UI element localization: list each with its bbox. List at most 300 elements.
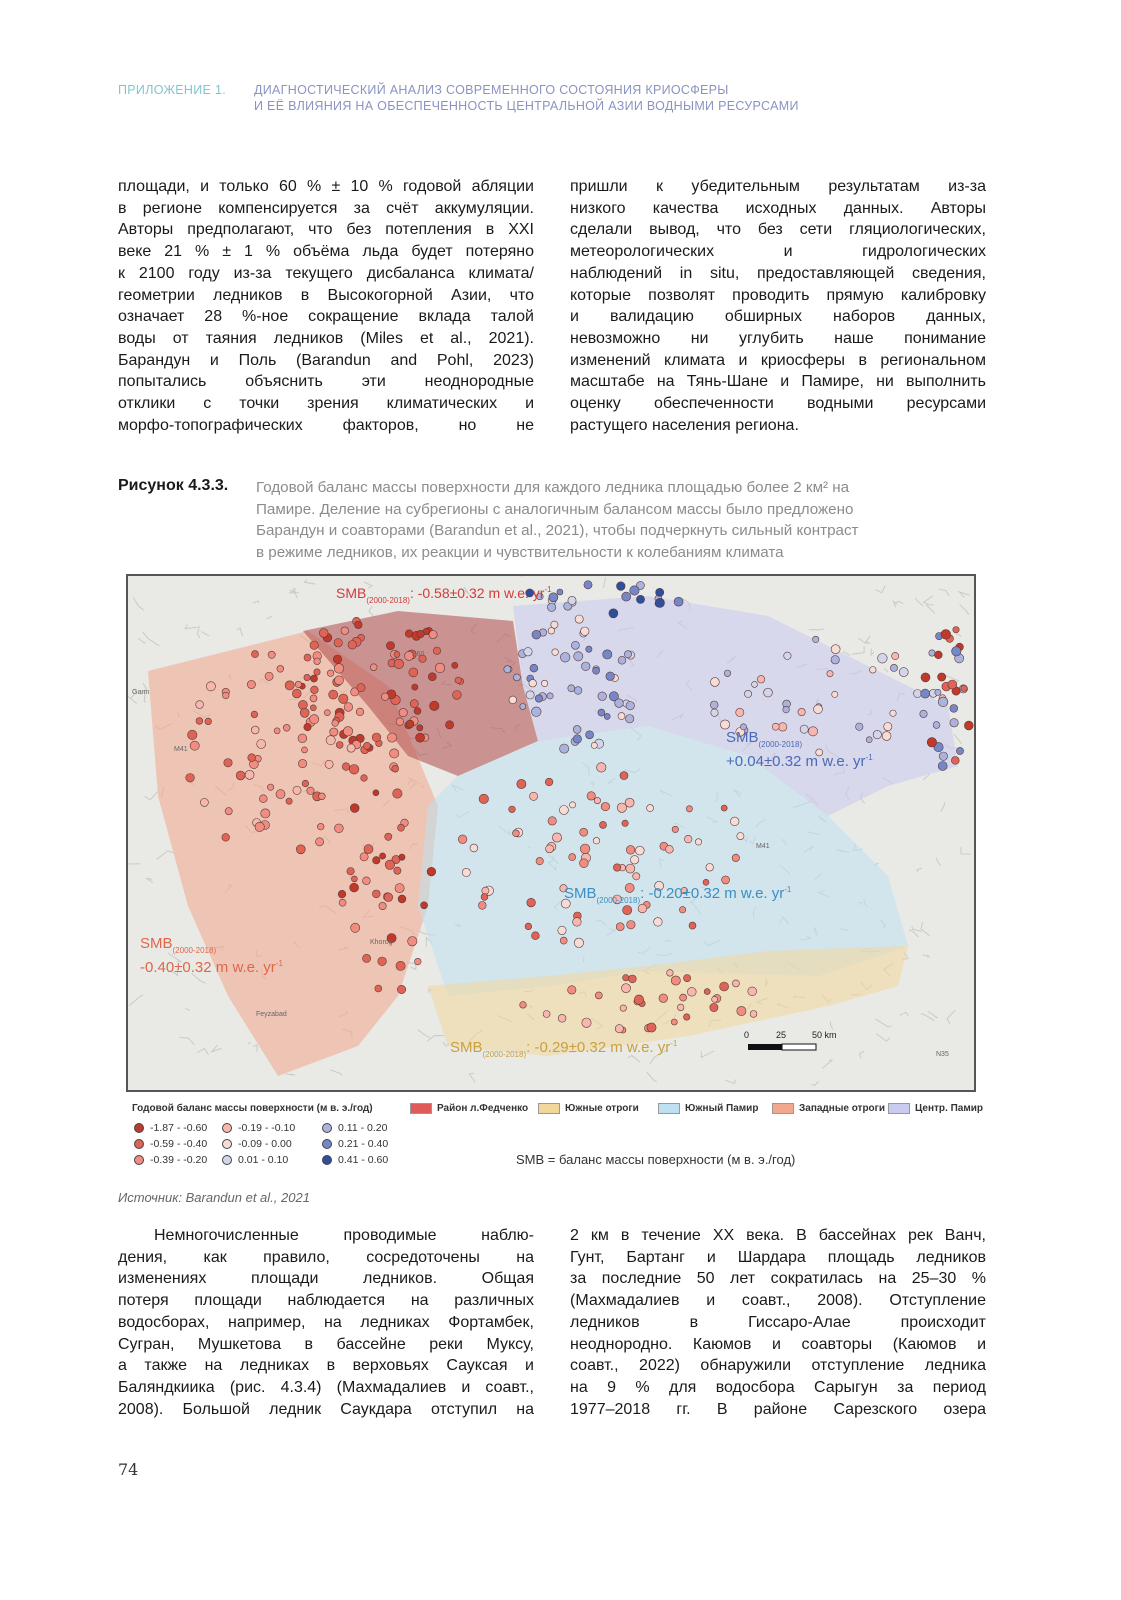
glacier-dot: [223, 692, 230, 699]
glacier-dot: [695, 839, 701, 845]
glacier-dot: [363, 877, 371, 885]
glacier-dot: [462, 868, 470, 876]
glacier-dot: [532, 932, 540, 940]
legend-class-label: 0.11 - 0.20: [338, 1122, 388, 1134]
glacier-dot: [350, 883, 359, 892]
glacier-dot: [706, 864, 714, 872]
glacier-dot: [429, 631, 437, 639]
glacier-dot: [574, 687, 582, 695]
glacier-dot: [920, 710, 927, 717]
text-line: масштабе на Тянь-Шане и Памире, ни выполнить: [570, 373, 986, 391]
glacier-dot: [552, 833, 561, 842]
glacier-dot: [630, 856, 638, 864]
glacier-dot: [559, 806, 568, 815]
legend-swatch-icon: [410, 1103, 432, 1114]
glacier-dot: [311, 686, 319, 694]
glacier-dot: [638, 904, 647, 913]
smb-label-fedchenko: $SMB_{(2000-2018)}$: -0.58±0.32 m w.e. $yr^{-1}$: [336, 585, 552, 605]
glacier-dot: [319, 793, 326, 800]
glacier-dot: [831, 645, 840, 654]
glacier-dot: [529, 679, 537, 687]
glacier-dot: [298, 700, 307, 709]
glacier-dot: [627, 921, 635, 929]
glacier-dot: [372, 890, 380, 898]
glacier-dot: [373, 857, 380, 864]
glacier-dot: [730, 817, 739, 826]
glacier-dot: [832, 691, 838, 697]
glacier-dot: [933, 722, 940, 729]
glacier-dot: [224, 759, 232, 767]
glacier-dot: [677, 1004, 684, 1011]
glacier-dot: [581, 627, 589, 635]
glacier-dot: [573, 735, 581, 743]
text-line: к 2100 году из-за текущего дисбаланса климата/: [118, 264, 534, 282]
glacier-dot: [343, 727, 352, 736]
glacier-dot: [571, 641, 579, 649]
glacier-dot: [625, 883, 634, 892]
glacier-dot: [636, 595, 644, 603]
glacier-dot: [380, 853, 386, 859]
text-column-bottom-right: [570, 1225, 986, 1420]
glacier-dot: [950, 705, 958, 713]
glacier-dot: [409, 668, 418, 677]
text-line: метеорологических и гидрологических: [570, 243, 986, 261]
legend-class-item: [222, 1122, 295, 1134]
glacier-dot: [951, 757, 959, 765]
glacier-dot: [704, 989, 710, 995]
glacier-dot: [956, 747, 963, 754]
glacier-dot: [961, 685, 967, 691]
glacier-dot: [618, 656, 626, 664]
legend-region-item: [772, 1103, 885, 1114]
glacier-dot: [351, 923, 360, 932]
glacier-dot: [856, 723, 863, 730]
glacier-dot: [921, 689, 930, 698]
glacier-dot: [188, 730, 197, 739]
glacier-dot: [736, 708, 744, 716]
glacier-dot: [570, 802, 576, 808]
legend-swatch-icon: [888, 1103, 910, 1114]
glacier-dot: [433, 647, 440, 654]
glacier-dot: [656, 588, 664, 596]
glacier-mass-balance-map: [126, 574, 976, 1092]
glacier-dot: [551, 621, 558, 628]
glacier-dot: [530, 664, 538, 672]
glacier-dot: [558, 926, 566, 934]
glacier-dot: [724, 670, 731, 677]
smb-label-south-pamir: $SMB_{(2000-2018)}$: -0.20±0.32 m w.e. $yr^{-1}$: [564, 885, 792, 905]
glacier-dot: [527, 898, 536, 907]
glacier-dot: [654, 918, 663, 927]
glacier-dot: [573, 726, 581, 734]
glacier-dot: [350, 804, 359, 813]
glacier-dot: [396, 718, 404, 726]
legend-class-item: [134, 1122, 207, 1134]
text-line: дения, как правило, сосредоточены на: [118, 1248, 534, 1266]
glacier-dot: [604, 713, 610, 719]
glacier-dot: [757, 676, 764, 683]
appendix-label: ПРИЛОЖЕНИЕ 1.: [118, 83, 226, 97]
glacier-dot: [351, 876, 357, 882]
glacier-dot: [710, 1003, 718, 1011]
glacier-dot: [953, 627, 959, 633]
glacier-dot: [558, 1014, 566, 1022]
glacier-dot: [525, 923, 532, 930]
glacier-dot: [335, 824, 344, 833]
glacier-dot: [414, 708, 421, 715]
glacier-dot: [344, 703, 353, 712]
legend-class-item: [222, 1138, 292, 1150]
glacier-dot: [446, 721, 454, 729]
text-line: 1977–2018 гг. В районе Сарезского озера: [570, 1400, 986, 1418]
caption-line: Годовой баланс массы поверхности для каждого ледника площадью более 2 км² на: [256, 479, 850, 496]
glacier-dot: [509, 696, 517, 704]
legend-class-label: -1.87 - -0.60: [150, 1122, 208, 1134]
glacier-dot: [613, 864, 620, 871]
glacier-dot: [222, 834, 230, 842]
glacier-dot: [560, 744, 569, 753]
glacier-dot: [620, 1005, 626, 1011]
glacier-dot: [298, 759, 306, 767]
glacier-dot: [277, 665, 284, 672]
glacier-dot: [752, 681, 758, 687]
text-column-top-right: [570, 176, 986, 436]
glacier-dot: [267, 784, 273, 790]
glacier-dot: [276, 790, 285, 799]
glacier-dot: [225, 808, 232, 815]
legend-class-label: 0.41 - 0.60: [338, 1154, 389, 1166]
legend-dot-icon: [322, 1139, 332, 1149]
glacier-dot: [509, 806, 516, 813]
glacier-dot: [286, 798, 292, 804]
glacier-dot: [732, 854, 739, 861]
scale-label-25: 25: [776, 1030, 787, 1040]
glacier-dot: [520, 1002, 527, 1009]
glacier-dot: [813, 636, 819, 642]
glacier-dot: [647, 1023, 656, 1032]
glacier-dot: [261, 809, 270, 818]
glacier-dot: [600, 821, 607, 828]
glacier-dot: [606, 672, 615, 681]
glacier-dot: [530, 792, 538, 800]
glacier-dot: [580, 828, 588, 836]
glacier-dot: [914, 690, 922, 698]
glacier-dot: [594, 797, 600, 803]
glacier-dot: [584, 581, 592, 589]
glacier-dot: [274, 728, 280, 734]
glacier-dot: [890, 710, 896, 716]
glacier-dot: [899, 668, 908, 677]
glacier-dot: [655, 598, 664, 607]
legend-region-label: Центр. Памир: [915, 1103, 983, 1115]
glacier-dot: [560, 937, 567, 944]
glacier-dot: [626, 864, 635, 873]
text-line: в регионе компенсируется за счёт аккумуляции.: [118, 199, 534, 217]
glacier-dot: [598, 692, 607, 701]
glacier-dot: [348, 641, 357, 650]
glacier-dot: [394, 867, 401, 874]
figure-label: Рисунок 4.3.3.: [118, 477, 229, 494]
glacier-dot: [547, 603, 555, 611]
glacier-dot: [595, 992, 602, 999]
glacier-dot: [245, 770, 254, 779]
text-line: площади, и только 60 % ± 10 % годовой абляции: [118, 178, 534, 195]
text-line: 2008). Большой ледник Саукдара отступил на: [118, 1400, 534, 1418]
glacier-dot: [722, 876, 730, 884]
smb-definition: SMB = баланс массы поверхности (м в. э./год): [516, 1152, 796, 1167]
glacier-dot: [549, 593, 558, 602]
legend-class-item: [322, 1122, 387, 1134]
glacier-dot: [622, 984, 631, 993]
text-line: воды от таяния ледников (Miles et al., 2021).: [118, 329, 534, 347]
glacier-dot: [679, 907, 685, 913]
glacier-dot: [406, 720, 414, 728]
glacier-dot: [356, 708, 364, 716]
place-label-khorog: Khorog: [370, 939, 393, 946]
appendix-title-line-1: ДИАГНОСТИЧЕСКИЙ АНАЛИЗ СОВРЕМЕННОГО СОСТОЯНИЯ КРИОСФЕРЫ: [254, 83, 729, 97]
legend-region-label: Южный Памир: [685, 1103, 759, 1115]
text-line: Авторы предполагают, что без потепления в XXI: [118, 221, 534, 239]
glacier-dot: [196, 718, 203, 725]
map-canvas: [128, 576, 974, 1090]
glacier-dot: [721, 805, 727, 811]
glacier-dot: [304, 723, 311, 730]
glacier-dot: [410, 700, 418, 708]
text-line: попытались объяснить эти неоднородные: [118, 373, 534, 391]
glacier-dot: [617, 803, 626, 812]
legend-swatch-icon: [772, 1103, 794, 1114]
glacier-dot: [543, 1011, 550, 1018]
figure-source: Источник: Barandun et al., 2021: [118, 1190, 310, 1205]
legend-dot-icon: [322, 1155, 332, 1165]
glacier-dot: [326, 736, 335, 745]
glacier-dot: [616, 923, 624, 931]
glacier-dot: [535, 695, 542, 702]
text-column-top-left: [118, 176, 534, 436]
glacier-dot: [355, 621, 363, 629]
text-line: геометрии ледников в Высокогорной Азии, что: [118, 286, 534, 304]
glacier-dot: [295, 681, 301, 687]
glacier-dot: [635, 846, 644, 855]
glacier-dot: [929, 650, 935, 656]
caption-line: Барандун и соавторами (Barandun et al., 2021), чтобы подчеркнуть сильный контраст: [256, 522, 859, 539]
glacier-dot: [672, 826, 678, 832]
glacier-dot: [381, 693, 388, 700]
glacier-dot: [517, 779, 526, 788]
glacier-dot: [285, 681, 294, 690]
glacier-dot: [453, 691, 462, 700]
glacier-dot: [396, 961, 405, 970]
road-label-n35: N35: [936, 1051, 949, 1058]
glacier-dot: [560, 653, 570, 663]
glacier-dot: [304, 654, 311, 661]
glacier-dot: [259, 795, 267, 803]
glacier-dot: [593, 837, 600, 844]
glacier-dot: [394, 651, 400, 657]
glacier-dot: [504, 666, 511, 673]
smb-value-central-pamir: +0.04±0.32 m w.e. $yr^{-1}$: [726, 753, 873, 770]
text-line: водосборах, например, на ледниках Фортамбек,: [118, 1313, 534, 1331]
glacier-dot: [927, 738, 936, 747]
glacier-dot: [416, 733, 425, 742]
glacier-dot: [206, 682, 215, 691]
place-label-feyzabad: Feyzabad: [256, 1011, 287, 1018]
text-line: Гунт, Бартанг и Шардара площадь ледников: [570, 1248, 986, 1266]
glacier-dot: [624, 651, 631, 658]
text-line: 2 км в течение XX века. В бассейнах рек Ванч,: [570, 1227, 986, 1244]
glacier-dot: [310, 705, 316, 711]
glacier-dot: [580, 859, 589, 868]
glacier-dot: [392, 765, 399, 772]
glacier-dot: [386, 642, 394, 650]
glacier-dot: [547, 693, 553, 699]
road-label-m41-west: M41: [174, 746, 188, 753]
glacier-dot: [532, 707, 542, 717]
glacier-dot: [200, 798, 208, 806]
glacier-dot: [938, 673, 946, 681]
glacier-dot: [342, 763, 350, 771]
glacier-dot: [458, 835, 467, 844]
glacier-dot: [532, 630, 541, 639]
text-line: пришли к убедительным результатам из-за: [570, 178, 986, 195]
glacier-dot: [307, 787, 314, 794]
legend-region-label: Западные отроги: [799, 1103, 885, 1115]
glacier-dot: [603, 650, 612, 659]
glacier-dot: [574, 938, 583, 947]
glacier-dot: [581, 662, 590, 671]
glacier-dot: [373, 790, 379, 796]
text-line: растущего населения региона.: [570, 416, 799, 434]
glacier-dot: [552, 649, 559, 656]
glacier-dot: [941, 630, 951, 640]
glacier-dot: [293, 786, 301, 794]
glacier-dot: [568, 596, 576, 604]
glacier-dot: [750, 1011, 757, 1018]
glacier-dot: [417, 630, 424, 637]
text-line: которые позволят проводить прямую калибровку: [570, 286, 986, 304]
glacier-dot: [671, 1019, 677, 1025]
legend-region-item: [888, 1103, 983, 1114]
glacier-dot: [938, 697, 948, 707]
glacier-dot: [393, 789, 402, 798]
glacier-dot: [292, 689, 301, 698]
smb-label-central-pamir: $SMB_{(2000-2018)}$: [726, 729, 803, 749]
glacier-dot: [831, 656, 839, 664]
glacier-dot: [545, 778, 553, 786]
glacier-dot: [626, 715, 634, 723]
legend-region-item: [538, 1103, 639, 1114]
glacier-dot: [617, 582, 626, 591]
glacier-dot: [737, 833, 744, 840]
glacier-dot: [711, 709, 718, 716]
glacier-dot: [935, 651, 943, 659]
glacier-dot: [387, 733, 396, 742]
glacier-dot: [334, 664, 344, 674]
glacier-dot: [629, 975, 637, 983]
glacier-dot: [680, 994, 687, 1001]
glacier-dot: [615, 1025, 623, 1033]
glacier-dot: [417, 725, 423, 731]
glacier-dot: [580, 844, 590, 854]
road-label-m41-east: M41: [756, 843, 770, 850]
legend-dot-icon: [222, 1155, 232, 1165]
glacier-dot: [310, 641, 318, 649]
glacier-dot: [427, 867, 436, 876]
glacier-dot: [745, 690, 752, 697]
glacier-dot: [339, 694, 348, 703]
glacier-dot: [329, 690, 338, 699]
glacier-dot: [412, 684, 418, 690]
glacier-dot: [314, 658, 321, 665]
glacier-dot: [882, 732, 891, 741]
legend-dot-icon: [134, 1155, 144, 1165]
glacier-dot: [814, 705, 823, 714]
glacier-dot: [737, 1006, 746, 1015]
glacier-dot: [364, 845, 373, 854]
glacier-dot: [622, 592, 631, 601]
glacier-dot: [357, 684, 365, 692]
glacier-dot: [573, 918, 582, 927]
glacier-dot: [615, 699, 624, 708]
glacier-dot: [395, 884, 404, 893]
glacier-dot: [622, 820, 628, 826]
figure-caption: [256, 477, 981, 563]
glacier-dot: [248, 754, 256, 762]
road-label-e60: E60: [412, 651, 425, 658]
glacier-dot: [399, 854, 405, 860]
glacier-dot: [939, 752, 947, 760]
glacier-dot: [568, 986, 576, 994]
glacier-dot: [626, 702, 634, 710]
legend-region-label: Южные отроги: [565, 1103, 639, 1115]
glacier-dot: [360, 853, 368, 861]
glacier-dot: [325, 760, 333, 768]
glacier-dot: [827, 671, 833, 677]
legend-class-label: -0.09 - 0.00: [238, 1138, 292, 1150]
glacier-dot: [257, 740, 266, 749]
glacier-dot: [710, 701, 718, 709]
glacier-dot: [283, 724, 290, 731]
glacier-dot: [721, 720, 730, 729]
text-line: а также на ледниках в верховьях Сауксая и: [118, 1357, 534, 1375]
glacier-dot: [190, 741, 199, 750]
glacier-dot: [524, 648, 532, 656]
caption-line: Памире. Деление на субрегионы с аналогичным балансом массы было предложено: [256, 500, 854, 518]
glacier-dot: [684, 1014, 690, 1020]
text-line: изменениях площади ледников. Общая: [118, 1270, 534, 1288]
glacier-dot: [333, 655, 341, 663]
legend-swatch-icon: [658, 1103, 680, 1114]
text-line: ледников в Гиссаро-Алае происходит: [570, 1313, 986, 1331]
text-line: означает 28 %-ное сокращение вклада талой: [118, 308, 534, 326]
glacier-dot: [370, 664, 377, 671]
glacier-dot: [302, 747, 308, 753]
glacier-dot: [630, 586, 639, 595]
glacier-dot: [647, 805, 654, 812]
glacier-dot: [339, 899, 346, 906]
glacier-dot: [548, 817, 556, 825]
appendix-title-line-2: И ЕЁ ВЛИЯНИЯ НА ОБЕСПЕЧЕННОСТЬ ЦЕНТРАЛЬНОЙ АЗИИ ВОДНЫМИ РЕСУРСАМИ: [254, 99, 799, 113]
glacier-dot: [618, 713, 625, 720]
glacier-dot: [364, 742, 371, 749]
glacier-dot: [378, 957, 387, 966]
legend-class-item: [134, 1154, 207, 1166]
scale-label-0: 0: [744, 1030, 750, 1040]
text-line: соавт., 2022) обнаружили отступление ледника: [570, 1357, 986, 1375]
glacier-dot: [361, 775, 368, 782]
glacier-dot: [327, 670, 334, 677]
legend-dot-icon: [322, 1123, 332, 1133]
